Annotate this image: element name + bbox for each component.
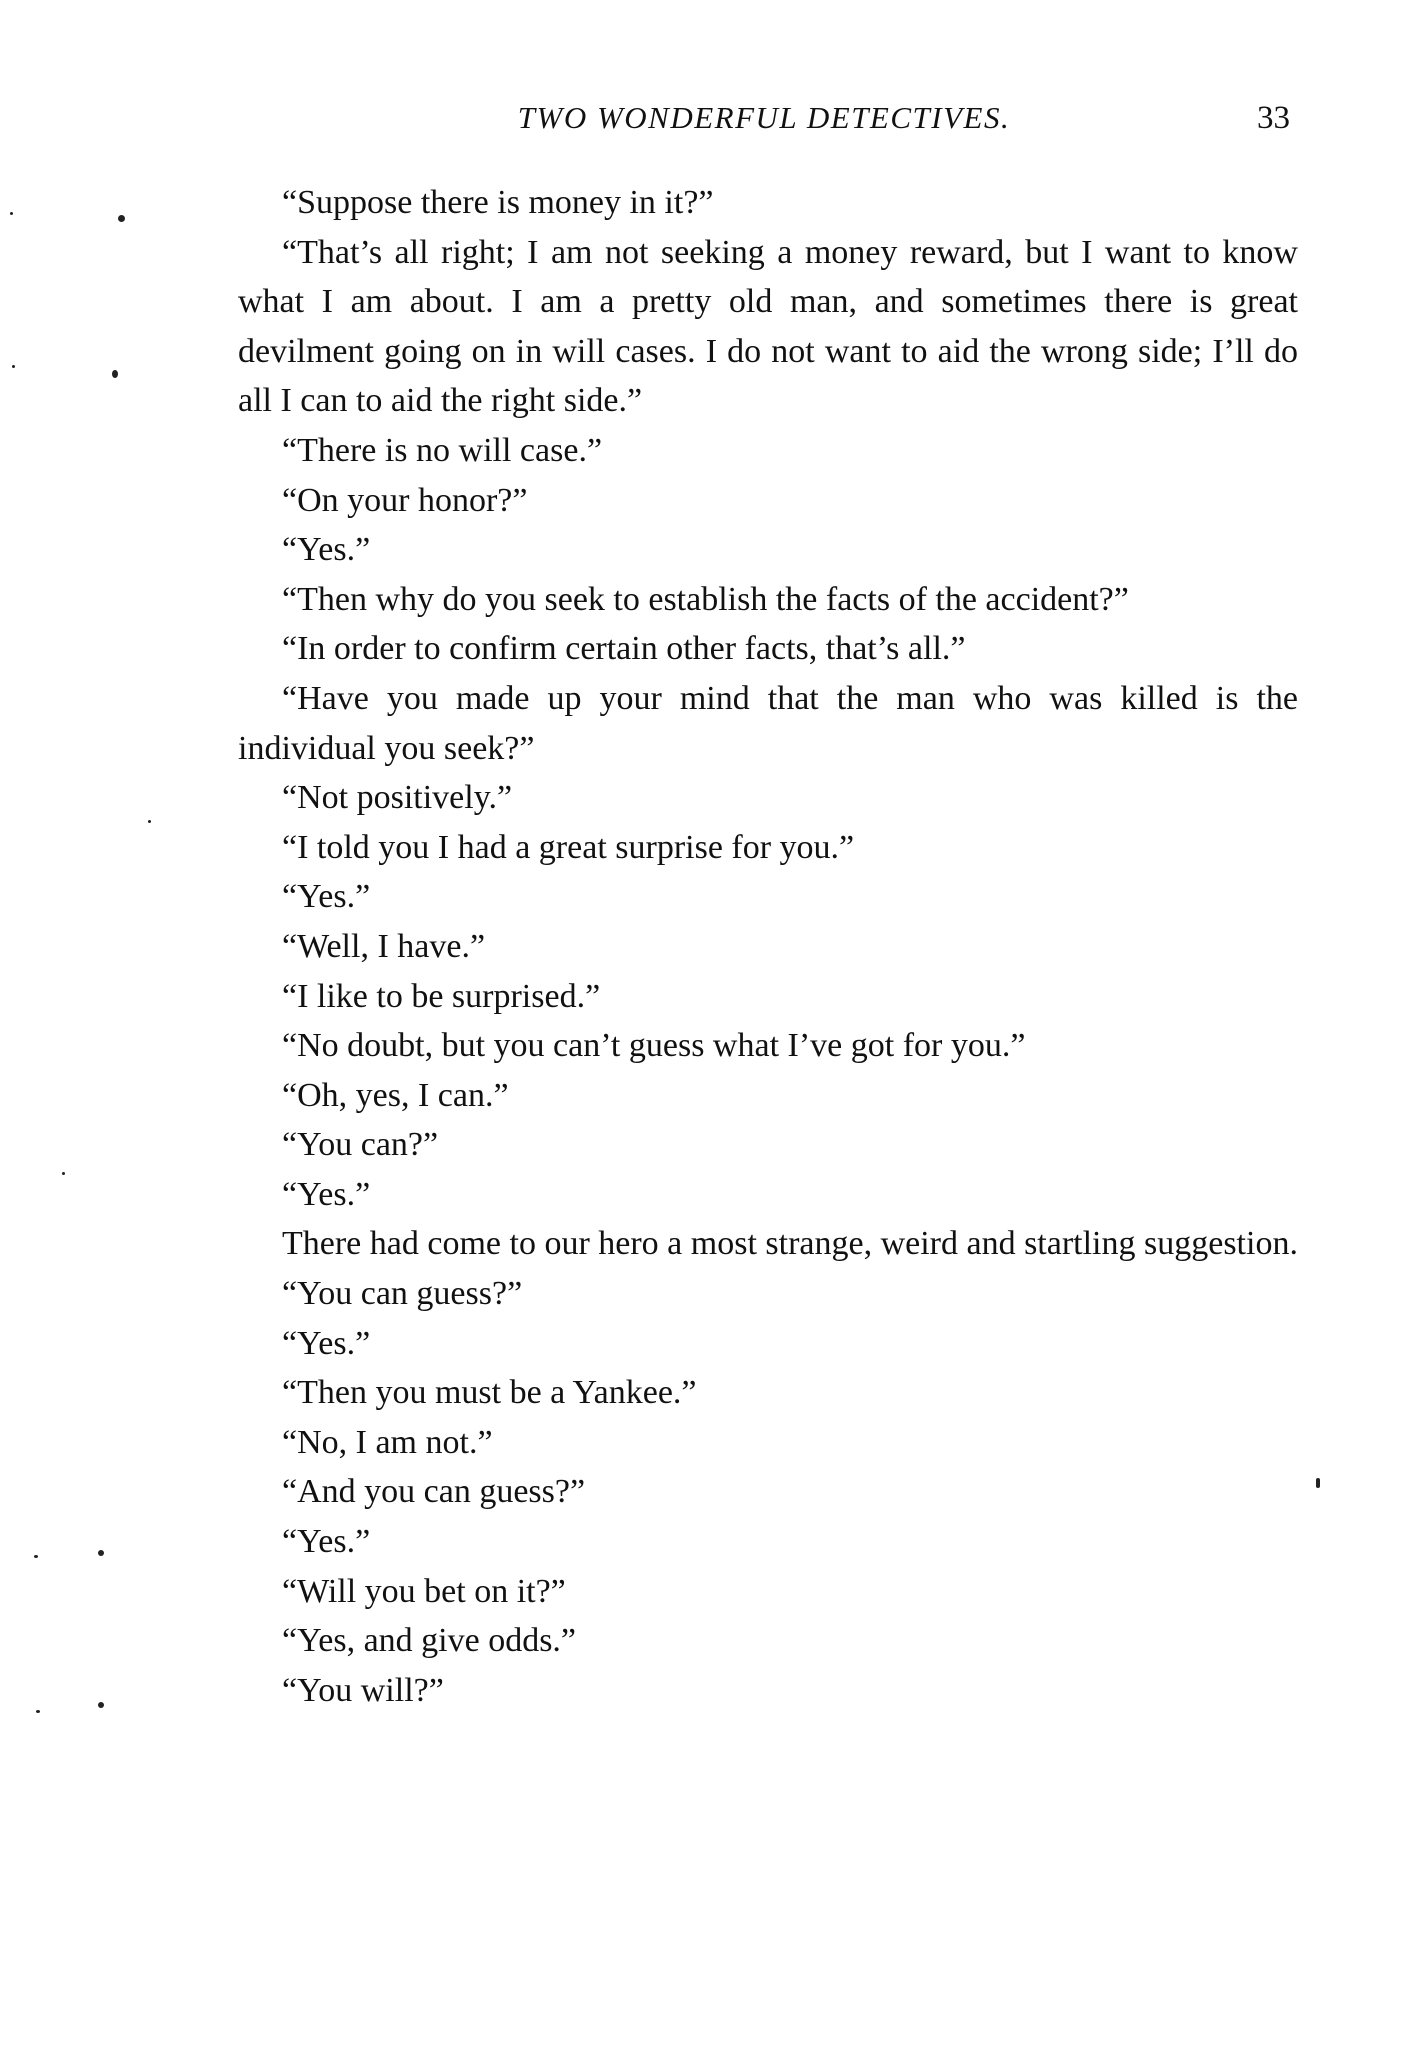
paragraph: “Yes.” <box>282 878 371 916</box>
paragraph: “Yes.” <box>282 1175 371 1213</box>
paragraph: “Not positively.” <box>282 779 513 817</box>
body-text <box>238 178 1298 1715</box>
scan-speck <box>112 370 118 378</box>
paragraph: “There is no will case.” <box>282 431 603 469</box>
paragraph: “You can?” <box>282 1126 439 1164</box>
running-head <box>238 96 1290 140</box>
paragraph: “I told you I had a great surprise for you.” <box>282 828 855 866</box>
paragraph: “You can guess?” <box>282 1275 523 1313</box>
paragraph: “Yes.” <box>282 1523 371 1561</box>
paragraph: “On your honor?” <box>282 481 528 519</box>
scan-speck <box>98 1702 104 1708</box>
scan-speck <box>62 1172 65 1175</box>
scan-speck <box>10 212 13 215</box>
paragraph: “You will?” <box>282 1671 444 1709</box>
paragraph: “Then you must be a Yankee.” <box>282 1374 697 1412</box>
paragraph: There had come to our hero a most strange, weird and startling suggestion. <box>282 1225 1298 1263</box>
paragraph: “And you can guess?” <box>282 1473 586 1511</box>
running-title: TWO WONDERFUL DETECTIVES. <box>517 100 1011 135</box>
paragraph: “Yes.” <box>282 1324 371 1362</box>
paragraph: “Suppose there is money in it?” <box>282 184 714 221</box>
paragraph: “Then why do you seek to establish the facts of the accident?” <box>282 580 1129 618</box>
paragraph: “No, I am not.” <box>282 1423 493 1461</box>
page-number: 33 <box>1257 100 1290 136</box>
paragraph: “Have you made up your mind that the man who was killed is the individual you seek?” <box>238 679 1298 767</box>
paragraph: “Yes.” <box>282 531 371 569</box>
scan-speck <box>118 215 125 222</box>
paragraph: “I like to be surprised.” <box>282 977 601 1015</box>
scan-speck <box>36 1710 40 1713</box>
paragraph: “Yes, and give odds.” <box>282 1622 577 1660</box>
paragraph: “That’s all right; I am not seeking a money reward, but I want to know what I am about. I am a pretty old man, and sometimes there is great devilment going on in will cases. I do not want to aid the wrong side; I’ll do all I can to aid the right side.” <box>238 233 1298 420</box>
scan-speck <box>98 1550 104 1556</box>
scan-speck <box>34 1555 38 1558</box>
paragraph: “Will you bet on it?” <box>282 1572 566 1610</box>
scan-speck <box>12 365 15 368</box>
paragraph: “No doubt, but you can’t guess what I’ve got for you.” <box>282 1027 1026 1065</box>
scan-speck <box>148 820 151 823</box>
paragraph: “Well, I have.” <box>282 927 486 965</box>
scan-speck <box>1316 1478 1320 1488</box>
paragraph: “In order to confirm certain other facts, that’s all.” <box>282 630 966 668</box>
paragraph: “Oh, yes, I can.” <box>282 1076 509 1114</box>
